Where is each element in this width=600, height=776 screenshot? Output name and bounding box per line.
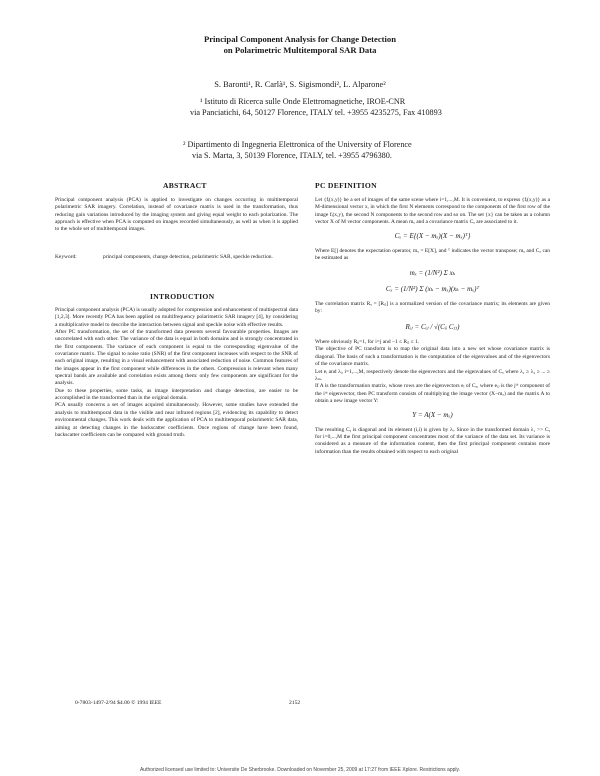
pc-paragraph-6: Let eᵢ and λᵢ, i=1,...,M, respectively denote the eigenvectors and the eigenvalues of Cₓ where λ₁ ≥ λ₂ ≥ ... ≥ λₘ. (315, 368, 550, 382)
equation-correlation: Rᵢⱼ = Cᵢⱼ / √(Cᵢᵢ Cⱼⱼ) (405, 322, 460, 331)
abstract-heading: ABSTRACT (163, 181, 207, 190)
equation-mean-estimate: mₓ = (1/N²) Σ xₖ (409, 269, 456, 278)
equation-covariance-estimate: Cₓ = (1/N²) Σ (xₖ − mₓ)(xₖ − mₓ)ᵀ (385, 284, 480, 293)
pc-definition-heading: PC DEFINITION (315, 181, 377, 190)
pc-paragraph-1: Let {fᵢ(x,y)} be a set of images of the same scene where i=1,...,M. It is convenient, to express {fᵢ(x,y)} as a M-dimensional vector x, in which the first N elements correspond to the components of the first row of the image fᵢ(x,y), the second N components to the second row and so on. The set {x} can be taken as a column vector X of M vector components. A mean mₓ and a covariance matrix Cₓ are associated to it. (315, 197, 550, 226)
affiliation-1-line-2: via Panciatichi, 64, 50127 Florence, ITALY tel. +3955 4235275, Fax 410893 (190, 108, 442, 117)
paper-title-line-1: Principal Component Analysis for Change Detection (203, 34, 396, 44)
paper-title-line-2: on Polarimetric Multitemporal SAR Data (223, 45, 377, 55)
intro-paragraph-2: After PC transformation, the set of the transformed data presents several favourable properties. Images are uncorrelated with each other. The variance of the data is equal in both domains and is strongly concentrated in the first components. The variance of each component is equal to the corresponding eigenvalue of the covariance matrix. The signal to noise ratio (SNR) of the first component increases with respect to the SNR of each original image, resulting in a visual enhancement with associated reduction of noise. Common features of the images appear in the first component while differences in the others. Compression is relevant when many spectral bands are available and correlation exists among them: only few components are significant for the analysis. (55, 329, 298, 387)
abstract-text: Principal component analysis (PCA) is applied to investigate on changes occurring in multitemporal polarimetric SAR imagery. Correlation, instead of covariance matrix is used in the transformation, thus reducing gain variations introduced by the imaging system and giving equal weight to each polarization. The approach is effective when PCA is computed on images recorded simultaneously, as well as when it is applied to the whole set of multitemporal images. (55, 197, 298, 233)
abstract-body (55, 197, 298, 234)
pc-paragraph-4: Where obviously Rᵢᵢ=1, for i=j and −1 ≤ Rᵢⱼ ≤ 1. (315, 339, 420, 346)
introduction-body (55, 307, 298, 439)
pc-paragraph-2: Where E[] denotes the expectation operator, mₓ = E[X], and ᵀ indicates the vector transpose; mₓ and Cₓ can be estimated as (315, 247, 550, 262)
pc-paragraph-7: If A is the transformation matrix, whose rows are the eigenvectors eᵢ of Cₓ, where eᵢⱼ is the jᵗʰ component of the iᵗʰ eigenvector, then PC transform consists of multiplying the image vector (X−mₓ) and the matrix A to obtain a new image vector Y: (315, 383, 550, 404)
pc-paragraph-3: The correlation matrix Rₓ = [Rᵢⱼ] is a normalized version of the covariance matrix; its elements are given by: (315, 301, 550, 315)
equation-transform: Y = A(X − mₓ) (412, 411, 453, 420)
intro-paragraph-1: Principal component analysis (PCA) is usually adopted for compression and enhancement of multispectral data [1,2,3]. More recently PCA has been applied on multifrequency polarimetric SAR imagery [4], by considering a multiplicative model to describe the interaction between signal and speckle noise with effective results. (55, 307, 298, 328)
equation-covariance: Cₓ = E{(X − mₓ)(X − mₓ)ᵀ} (394, 232, 471, 241)
license-notice: Authorized licensed use limited to: Universite De Sherbrooke. Downloaded on November 25, 2009 at 17:27 from IEEE Xplore. Restrictions apply. (139, 767, 461, 773)
keyword-text: principal components, change detection, polarimetric SAR, speckle reduction. (103, 254, 273, 260)
introduction-heading: INTRODUCTION (150, 292, 215, 301)
intro-paragraph-4: PCA usually concerns a set of images acquired simultaneously. However, some studies have extended the analysis to multitemporal data in the visible and near infrared regions [2], evidencing its capability to detect environmental changes. This work deals with the application of PCA to multitemporal polarimetric SAR data, aiming at detecting changes in the backscatter coefficients. Once regions of change have been found, backscatter coefficients can be compared with ground truth. (55, 402, 298, 438)
isbn-line: 0-7803-1497-2/94 $4.00 © 1994 IEEE (75, 700, 162, 706)
author-list: S. Baronti¹, R. Carlà¹, S. Sigismondi², L. Alparone² (214, 80, 386, 89)
affiliation-2-line-2: via S. Marta, 3, 50139 Florence, ITALY, tel. +3955 4796380. (192, 151, 392, 160)
affiliation-2-line-1: ² Dipartimento di Ingegneria Elettronica of the University of Florence (183, 140, 412, 149)
pc-paragraph-8: The resulting Cᵧ is diagonal and its element (i,i) is given by λᵢ. Since in the transformed domain λ₁ >> Cᵧ for i=0,...,M the first principal component concentrates most of the variance of the data set. Its variance is considered as a measure of the information content, then the first principal component contains more information than the results obtained with respect to each original (315, 426, 550, 455)
intro-paragraph-3: Due to these properties, some tasks, as image interpretation and change detection, are easier to be accomplished in the transformed than in the original domain. (55, 387, 298, 402)
pc-paragraph-5: The objective of PC transform is to map the original data into a new set whose covariance matrix is diagonal. The basis of such a transformation is the computation of the eigenvalues and of the eigenvectors of the covariance matrix. (315, 346, 550, 368)
keyword-block (55, 254, 298, 261)
affiliation-1-line-1: ¹ Istituto di Ricerca sulle Onde Elettromagnetiche, IROE-CNR (200, 97, 406, 106)
page-number: 2152 (289, 700, 301, 706)
keyword-label: Keyword: (55, 254, 77, 260)
pc-definition-body (315, 197, 550, 456)
